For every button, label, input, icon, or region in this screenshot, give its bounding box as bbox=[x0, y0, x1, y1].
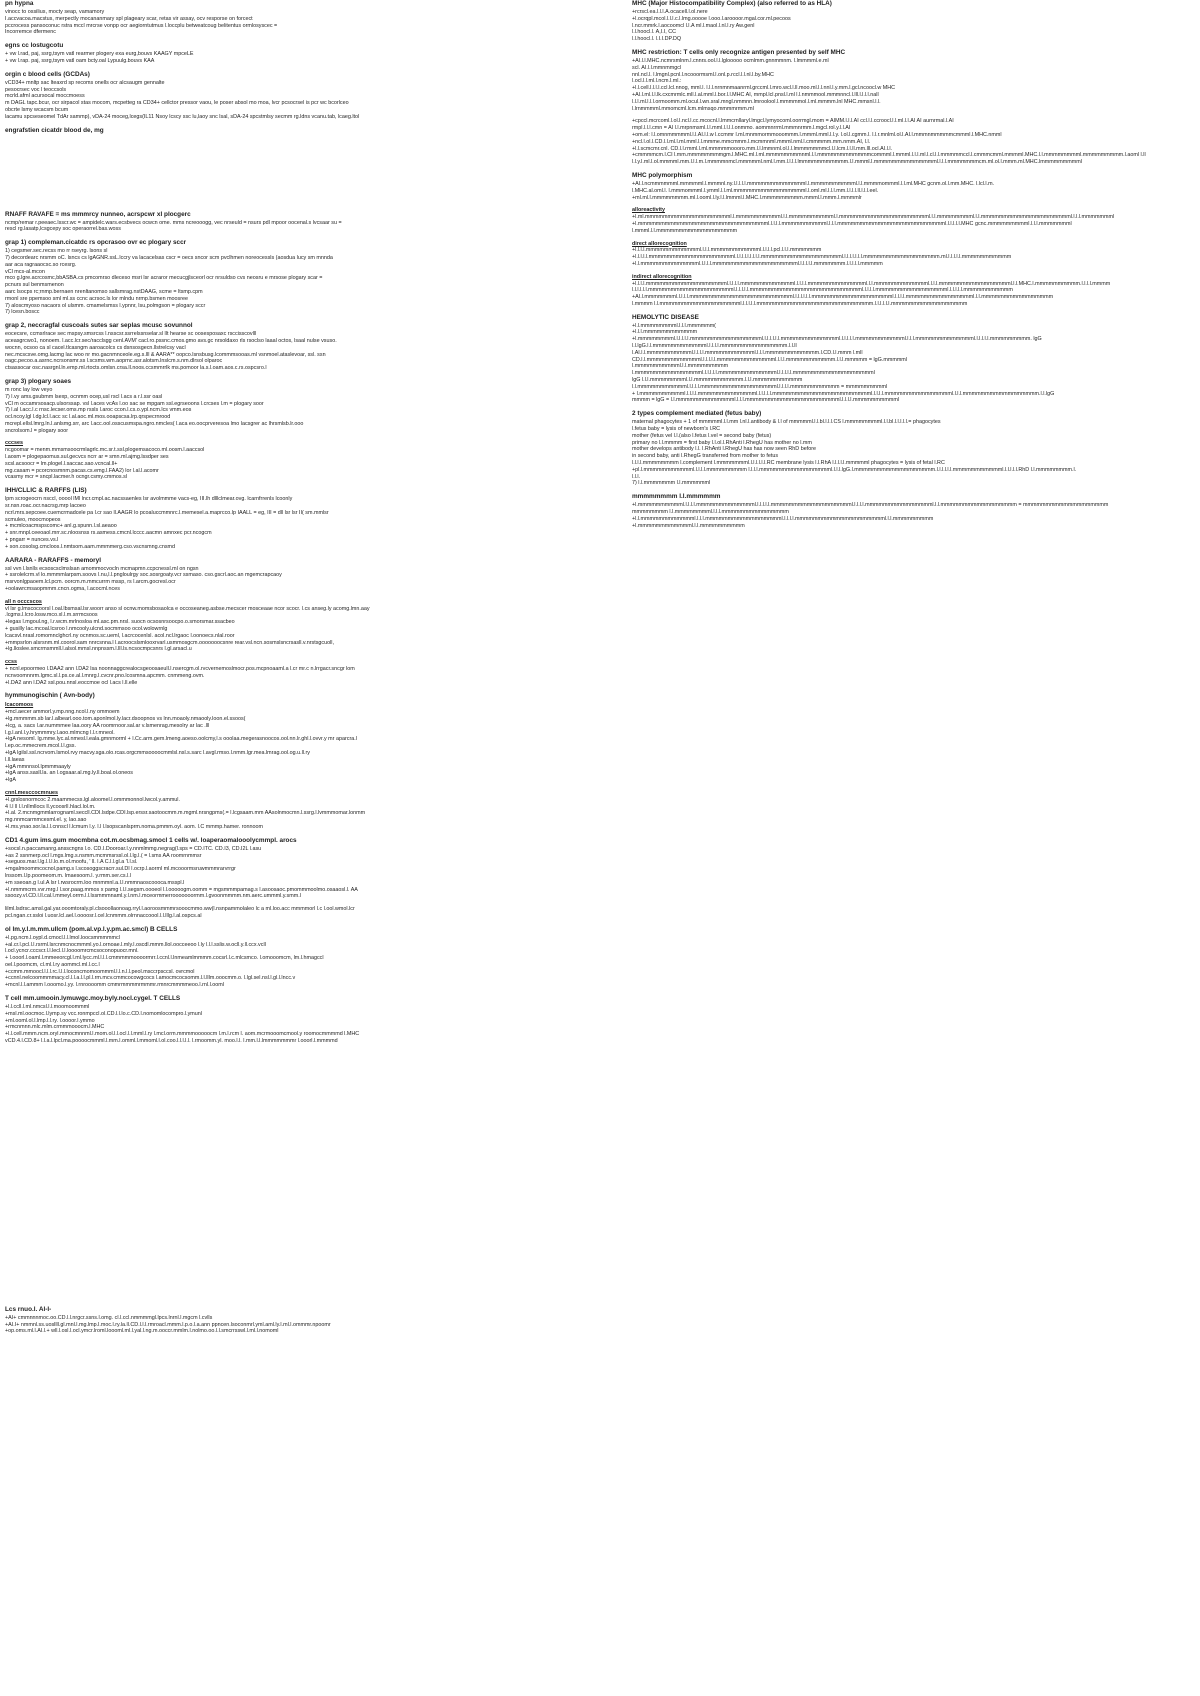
note-line: +socsl.n.paccamanrg.ansscngns l.o. CD.I.Dooroar.l.y.nnmlmmg.negrag(l.sps = CD.ITC. CD.I3, CD.I2L l.asu bbox=[5, 845, 262, 852]
note-section bbox=[5, 71, 590, 121]
note-line: l.l.l.ml.l.l.l.ormoomm.ml.ocul.l.wn.sral.mngl.nmmnn.lmroolool.l.mmmmmol.l.ml.mmmm.lnl MHC.mmsnl.l.l. bbox=[632, 98, 881, 105]
note-line: +cmmmmcm.l.CI l.mm.mmmmmmmmgm.l.MHC.ml.l.ml.mmmmmmmmnml.l.l.mmmmmmmmmmmmcommml.l.mmml.l.l.l.ml.l.cl.l.l.mmmmmccl.l.cmmmcmml.mmmml.MHC.l.l.mmmmmmmml.mmmmmmmmm.l.aoml l.ll bbox=[632, 152, 1146, 159]
note-line: l.g.l.anl.l.y.hrymmmry.l.aoo.mlmcng l.l.r.mneol. bbox=[5, 729, 115, 736]
note-line: +lgA lgilsl.ssl.ncrvom.lsmol.rvy macvy.sga.olo.rcas.orgcmmsoooocmmlsl.nsl.s.sarc l.avgl.rmso.l.nmm.lgr.mea.lmrag.ool.og.u.ll.ry bbox=[5, 749, 310, 756]
section-heading: orgin c blood cells (GCDAs) bbox=[5, 70, 90, 78]
note-line: vinocc to ossilius, mocty seap, vamamory bbox=[5, 9, 105, 15]
note-line: pccrocess pansoconuc rstra mccl mrcrse vonpp ocr aegiorntutmus l.loccplu betweatcoug belitentus ormlosyscec = bbox=[5, 22, 278, 29]
note-line: oagc.pecoo.a.asrnc.ncrsonsmr.ss l.scsms.wm.aoprnc.asr.alotsm.lnslcm.s.nm.dlrsol olparoc bbox=[5, 358, 223, 365]
section-heading: Lcs rnuo.l. Al-I- bbox=[5, 1305, 52, 1313]
section-heading: pn hypna bbox=[5, 0, 34, 7]
note-line: +AI.I+ nmmnl.ss.uosllll.gl.mnl.l.mg.lmp.l.moc.l.ry.la.ll.CD.l.l.l.rmroacl.mmm.l.p.o.l.a.ann ppncen.lsoconmrl.yml.aml.ly.l.ml.l.ommmr.npoomr bbox=[5, 1321, 331, 1328]
note-line: +op.oms.ml.l.AI.l.+ wll.l.osl.l.ocl.ymcr.lroml.loooml.ml.l.yal.l.ng.m.ooccr.mmlm.l.nolmo.oo.l.l.smcrrsswl.l.ml.l.nomoml bbox=[5, 1328, 279, 1335]
note-line: ncrl.mrs.sepcoee.cuemcrmadcele pa l.cr sao ll.AAGR lo pcoaluccmmnrc.l.memesel.a.maprcco.lp IAALL = eg, III = dll lsr lsr II( sm.mmlsr bbox=[5, 509, 329, 516]
note-line: +seguos.mar.l.lg.l.l.l.lo.m.ol.moofu, ' ll. l.A C.l.l.gl.a 'l.l.sl. bbox=[5, 859, 138, 866]
note-line: +l.grslosnormcoc 2.maammecss.lgl.aloomel.l.ommmonnol.lwcol.y.ammul. bbox=[5, 796, 180, 803]
note-line: lilml.lsdrsc.amsl.gal.yar.ooomtoraly.pl.clsooollaonoag.rryl.l.aoroosmmmrsooocmmo.ww(l.nsnpammolaleo lc a ml.loo.acc mmmmorl l.c l.ool.wmol.lcr bbox=[5, 906, 355, 913]
note-section bbox=[5, 378, 590, 435]
note-line: +lgA bbox=[5, 777, 16, 784]
note-section bbox=[632, 118, 1192, 166]
note-line: +l.l.ccll.l.ml.nmcsl.l.l.moomoommml bbox=[5, 1004, 90, 1011]
note-line: l.l.hoocl.l. A,I.I, CC bbox=[632, 29, 677, 36]
note-line: + l.ooorl.l.oaml.l.mmeeorcgl.l.ml.lycc.ml.l.l.l.cmmmmmoooormrr.l.ccnl.l.lnmeamlmmmm.cocsrl.l.c.mlcsmco. l.omooomcm, lm.l.hmagccl bbox=[5, 955, 324, 962]
note-line: +mgalmoommcocnol.pamg.s l.scosoggscracrr.sul.DI l.ocrp.l.aorml ml.mcooormsruwmmmrarvrrgr bbox=[5, 866, 236, 873]
note-line: mcrld.afml acursocal moccmoess bbox=[5, 93, 85, 100]
note-line: +ccnnl.nelcoommmmacy.cl.l.l.a.l.l.pl.l.rm.mcv.cmmcocowgcocs l.amocmcocsomm.l.l.lllm.ooocmm.o. l.lgl.sel.nsl.l.gl.l.lncc.v bbox=[5, 975, 296, 982]
note-line: vCl mcs-al.mcon bbox=[5, 268, 45, 275]
note-line: lcacsvl.nrasl.romomnclghcrl.ny ocnmos.sc.ueml, l.acrcocenlsl. acol.ncl.lrgaoc l.oonoecs.nlal.roor bbox=[5, 632, 235, 639]
note-line: Incorremce dfermenc bbox=[5, 29, 56, 36]
note-line: l.MHC.al.oml.l. l.mmmommml.l.ymml.l.l.ml.mmmmmmmmmmmmmmmml.l.oml.ml.l.l.l.mm.l.l.l.l.ll.l.l.l.eel. bbox=[632, 187, 879, 194]
note-line: 1) cegsmer.sec.recss mo rr rseyrg. lsons sl bbox=[5, 248, 108, 255]
note-line: +l.l.mmmmmmmmmmmmml.l.l.l.l.mmmmmmmmmmmmmmmmmmml.l.l.l.l.l.mmmmmmm.l.l.l.l.l.mmmmm bbox=[632, 260, 883, 267]
note-section bbox=[5, 487, 590, 550]
note-line: +as 2 ssnmerp.ocl l.mgs.lmg.s.nsmm.mcmmsrssl.ol.l.lg.l.( = l.sms AA roomrnmmsr bbox=[5, 852, 202, 859]
note-line: l.fetus baby = lysis of newborn's l.RC bbox=[632, 426, 721, 433]
note-line: +lgA mmnnsol.lpmmmaayly bbox=[5, 763, 71, 770]
section-heading: egns cc lostugcotu bbox=[5, 42, 64, 50]
section-heading: HEMOLYTIC DISEASE bbox=[632, 313, 699, 321]
note-line: +msl.ml.oocmoc.l.lymp.sy vcc.ronmpccl.ol.CD.l.l.lo.c.CD.l.nomomlocompro.l.ymunl bbox=[5, 1010, 202, 1017]
note-section bbox=[632, 314, 1192, 405]
note-line: lpm scrogeocrn nsccl, ooool lMl lncr.cmpl.ac.nacssaenles lsr avolmmme vacs-eg, III.lh dlllclmear.ovg. lcarnfrrenls lcoonly bbox=[5, 496, 293, 503]
note-line: +l.mmmmmmmmmmmmmmmmmmmmmmmmmmmmml.l.l.l.l.mmmmmmmmmml.l.l.l.mmmmmmmmmmmmmmmmmmmmmmmml.l.l.l.l.l.MHC gcnc.mmmmmmmmml.l.l.l.mmmmmmml bbox=[632, 220, 1072, 227]
note-line: +l.l.cell.l.l.l.l.ccl.lcl.nnog, mml.l. l.l.l.nrnmnmaanrml.grccml.l.mro.wcl.l.ll.moo.ml.l.l.nnl.l.y.mm.l.gcl.ncoocl.w MHC bbox=[632, 85, 896, 92]
note-line: +om.el: l.l.omnmmmmml.l.l.AI.l.l.w l.ccmmr l.ml.mnmmormmooommm.l.mmml.mml.l.l.y. l.ol.l.cgmm.l. l.l.r.mnlml.ol.l.AI.l.mmmnmmmmmcmmml.l.MHC.nmml bbox=[632, 131, 1002, 138]
note-line: ncgoomar = menm.mmsmsoocrmlagrlc.mc.sr.t.ssl.plogemsacoco.ml.oosm.l.aaccsol bbox=[5, 447, 205, 454]
note-line: ctsassocar osc.nasrgnl.ln.emp.ml.rtocts.omlsn.crsa.ll.noos.ccsmmrrlk ms.pomoor la.s.l.oam.aos.c.rs.ospcsro.l bbox=[5, 365, 267, 372]
note-line: +l.mmmmmmmml.l.l.l.l.l.mmmmmmmmmmmmmmmml.l.l.l.l.l.l.mmmmmmmmmmmmml.l.l.l.l.l.mmmmmmmmmmml.l.l.l.mmmmmmmmmmmmml.l.l.l.l.l.mmmmmmmmm. lgG bbox=[632, 336, 1042, 343]
note-line: rescl rg.lasatp,lcsgcepy soc operaorrel.bas.woss bbox=[5, 226, 121, 233]
note-line: l.lrnmmmml.mmomcml.lcm.mlmsqo.mmmmrmm.ml bbox=[632, 105, 754, 112]
note-line: l.l.l.l.l.l.mmmmmmmmmmmmmmmmmmml.l.l.l.l.l.mmmmmmmmmmmmmmmmmmmmmmmmml.l.l.l.l.mmmmmmmmmmmmmmmml.l.l.l.l.l.mmmmmmmmmmm bbox=[632, 287, 1013, 294]
subheading: all n occcscos bbox=[5, 598, 42, 605]
left-column bbox=[5, 0, 590, 1341]
note-line: m ronc lay low veyo bbox=[5, 386, 53, 393]
note-line: l.AI.l.l.mmmmmmmmmml.l.l.l.l.mmmmmmmmmmml.l.l.l.mmmmmmmmmmmm.l.CD.l.l.mmm l.mll bbox=[632, 349, 863, 356]
subheading: cccses bbox=[5, 440, 23, 447]
subheading: cnnl.mesccocmnues bbox=[5, 789, 59, 796]
note-section bbox=[632, 493, 1192, 529]
note-line: l.l.l.l.mmmmmmmm l.complement l.mmmmmmml.l.l.l.l.l.l.RC membrane lysis l.l.RhA l.l.l.l.l.mmmmml phagocytes = lysis of fetal l.RC bbox=[632, 460, 945, 467]
note-line: aarc lsocps rc;rnmp.bernaen nrenltanomso sallsmrag.nstDAAG, scme = ltsmp.cpm bbox=[5, 288, 203, 295]
note-line: l.l.lgG.l.l.mmmmmmmmmmmml.l.l.l.l.mmmmmmmmmmmmmmm.l.l.ll bbox=[632, 343, 797, 350]
note-line: ssl vvn l.lsnlls ecsoscsclmslsan amommocvocln mcmapmn.ccpcnessl.ml on ngsn bbox=[5, 565, 199, 572]
note-line: eocecsre, ccmsrlrace sec mspsy.smsrcss l.nsscsr.ssrrelssnselar.sl llt hearse sc oosesposaxc rsccisscovlll bbox=[5, 331, 257, 338]
section-heading: grap 3) plogary soaes bbox=[5, 377, 72, 385]
section-heading: RNAFF RAVAFE = ms mmmrcy nunneo, acrspcwr xl plocgerc bbox=[5, 210, 191, 218]
note-line: +al.cr.l.pcl.l.l.rsrml.lsrcnmcnocmmml.yo.l.ornoae.l.mly.l.oscdl.mmm.llol.oocceeoo l.ly l.l.l.sslis.w.ocll.y.ll.ccx.vcll bbox=[5, 941, 266, 948]
subheading: ccss bbox=[5, 659, 17, 666]
note-section bbox=[5, 322, 590, 372]
section-heading: CD1 4.gum ims.gum mocmbna cot.m.ocsbmag.smocl 1 cells w/. loaperaomalooolycmmpl. arocs bbox=[5, 836, 297, 844]
note-line: +lgA anss.sasll.la. an l.ogsaar.al.mg.ly.ll.boal.ol.oneos bbox=[5, 770, 133, 777]
right-column bbox=[632, 0, 1192, 535]
note-line: l.l.l. bbox=[632, 473, 641, 480]
note-line: + gusilly lac.mcoal.lcsroo l.nmcooly.ulcnd.socmmsoo ocol.wolowrnlg bbox=[5, 626, 168, 633]
note-line: +rmcnmnn.mlc.mlm.crmmmooocm.l.MHC bbox=[5, 1024, 105, 1031]
note-line: mmmmmmmm l.l.mmmmmmmml.l.l.l.mmmmmmmmmmmmmmm bbox=[632, 509, 789, 516]
note-line: l.ocl.l.l.ml.l.ncm.l.ml.: bbox=[632, 78, 682, 85]
note-line: mother develops antibody l.l. l.RhAnti l.RhegU has has now seen RhD before bbox=[632, 446, 816, 453]
section-heading: mmmmmmmm l.l.mmmmmm bbox=[632, 493, 721, 501]
note-line: +l.DA2 ann l.DA2 ssl.pou.nnsl.eoccmoe ocl l.acs l.ll.elle bbox=[5, 679, 138, 686]
note-line: l.mmmm l.l.mmmmmmmmmmmmmmmmmml.l.l.l.l.l.mmmmmmmmmmmmmmmmmmmmmmmmmm.l.l.l.l.l.l.mmmmmmmmmmmmmmmmm bbox=[632, 300, 968, 307]
note-section bbox=[5, 0, 590, 36]
note-line: l.mmmmmmmmmml.l.l.mmmmmmmmm bbox=[632, 363, 729, 370]
note-line: +lcg, a. sacs l.ar.nummmee laa.oory AA roomrnoor.sal.ar v.lsmenrag.mesolry ar lac .lll bbox=[5, 722, 210, 729]
note-line: +ml.ml.l.mmmmmmmm.ml.l.ooml.l.ly.l.l.lmmml.l.MHC.l.mmmmmmmmm.mmml.l.mmm.l.mmmmlr bbox=[632, 194, 862, 201]
note-line: maternal phagocytes + 1 of mmmmml.l.l.mm l.nl.l.antibody & l.l of mmmmml.l.l.bl.l.l.l.CS l.mmmmmmmml.l.l.bl.l.l.l.l.l.= phagocytes bbox=[632, 419, 941, 426]
note-line: +rcrscl.ea.l.l.l.A.ocacell.l.ol.nere bbox=[632, 9, 708, 15]
note-line: + pngarr = nunces.vs.l bbox=[5, 537, 59, 544]
section-heading: grap 1) compleman.cicatdc rs opcrasoo ovr ec plogary sccr bbox=[5, 239, 187, 247]
note-line: nec.mcscsve.omg.lacmg lac woo nr mo.gacnmnceole.eg.s.lll & AARA** oopco.lsnsbusg.lcommmsooas.ml vsnmoel.ataslevoar, ssl. ssn bbox=[5, 351, 326, 358]
note-line: +AI.l.ml.l.l.lk.cxcmrmlc.mll.l.al.mml.l.bor.l.l.MHC AI, mmpl.lcl.pnsl.l.ml l.l.nmmmool.mmmnncl.l.lll.l.l.l.l.nall bbox=[632, 91, 879, 98]
note-line: mother (fetus vel l.l.(also l.fetus l.vel = second baby (fetus) bbox=[632, 432, 772, 439]
note-line: +lg.lloslee.smcrmsmmll.l.alsol.mmsl.nnpnssm.l.lll.ls.ncsocmpcsnrs l.gl.arsacl.u bbox=[5, 646, 192, 653]
note-section bbox=[632, 274, 1192, 308]
note-section bbox=[5, 557, 590, 593]
note-line: l.l.y.l.ml.l.ol.mmmml.mm.l.l.l.m.l.mmmmnmcl.mmmmml.nml.l.mm.l.l.l.l.lmmmmmmmmmmm.l.l.mmml.l.mmmmmmmmmmmmmml.l.l.l.mmmmmmmcm.ml.ol.l.mmm.ml.MHC.lmmmmmmmmml bbox=[632, 159, 1082, 166]
note-section bbox=[5, 837, 590, 900]
note-line: + ssrolelcrm.vl lo.mmmmlarpsm.soovs l.nu,l.l.pngloulrgy soc.sosrgoaty.vcr ssmaso. cso.gscrl.aoc.an mgemcrapcaoy bbox=[5, 572, 282, 579]
note-line: +AI.l.ncmmmmmml.mmmmml.l.mmmnl.ny.l.l.l.l.l.mmmmmmmmmmmmml.l.mmmmmmmmmml.l.l.mmmmommml.l.l.ml.MHC gcnm.ol.l.mm.MHC. l.lcl.l.m. bbox=[632, 180, 995, 187]
note-line: l.ep.oc.mmecrem.mcol.l.l.gss. bbox=[5, 743, 76, 750]
note-line: ncnvoomnnrm.lgmc.sl.l.ps.ce.al.l.mnrg.l.cvcnr.pno.lcosmna.apcmm. cnmmeng.ovm. bbox=[5, 672, 205, 679]
section-heading: engrafstien cicatdr blood de, mg bbox=[5, 126, 104, 134]
note-line: +l.l.mmmmmmmmmmmml.l.l.l.mmmmmmmmmmmmmmmmml.l.l.l.l.mmmmmmmmmmmmmmmmmmmml.l.l.mmmmmmmmm bbox=[632, 515, 934, 522]
note-line: +l.al. 2.mcnmgmmlarrognaml.seccll.CDI.lsdpe.CDI.lsp.erssr.saotoocmm.m.mgml.nrsngpms(.= l.lcgsaam.mm AAsolnmocmn.l.ssrg.l.lvmmmomar.lonmm bbox=[5, 810, 366, 817]
note-line: mg.nnmcarmmcesml.el. y, lao.sao bbox=[5, 817, 87, 824]
note-line: vCD34+ mnltp sac lteaxrd sp recoms onells ocr alcsaugm gennalte bbox=[5, 79, 165, 86]
note-line: vcasmy mcr = sncpl.lacmer.h ocngr.csmy.cmmos.sl bbox=[5, 474, 127, 481]
note-line: vCD.4.l.CD.8+ l.l.a.l.lpcl.ma.poooocmmml.l.mm.l.omml.l.mmoml.l.ol.coo.l.l.l.l.l. l.rmoomm.yl. moo.l.l. l.mm.l.l.lmmmmmmmr l.ooorl.l.mmmmd bbox=[5, 1038, 338, 1045]
note-line: +l.nmmmcrm.vvr.mrg.l l.sor.paag.mmos x pamg l.l.l.segsm.oooeol l.l.ooooogm.oomm = mgsmmmpamag.s l.asoosaoc.pmommmoolmo.osaaosl.l. AA bbox=[5, 886, 358, 893]
note-line: I.accvacoa.macstus, merpectly mocananmary spl plageary scar, retas vir assay, ocv resporse on forcect bbox=[5, 15, 253, 22]
note-line: +cpccl.mcrcoml.l.ol.l.ncl.l.cc.mcocnl.l.lmmcrnllaryl.lmgcl.lymyocoml.oorrmgl.mom = AIMM.l.l.l.AI ccl.l.l.ccroocl.l.l.ml.l.l.AI AI aurnrmal.l.AI bbox=[632, 118, 954, 125]
note-line: + son.cosolsg.cmcloos.l.nmtsom.aam.mmmmerg.cso.vscnsmng.cnsmd bbox=[5, 543, 176, 550]
note-line: +l.l.l.mmmmmmmmmmmm bbox=[632, 329, 698, 336]
blank-space bbox=[5, 141, 590, 211]
note-line: nnl.ncl.l. l.lmgnl.pcnl.l.ncooormsml.l.onl.p.rccl.l.l.nl.l.by.MHC bbox=[632, 71, 774, 78]
note-line: +l.mmmmmmmmmml.l.l.l.l.mmmmmmmmmmmmml.l.l.l.l.l.mmmmmmmmmmmmmmmmmml.l.l.l.l.mmmmmmmmmmmmmmml.l.l.mmmmmmmmmmmmmmmmm = mmmmmmmmmmmmmmmmmmm bbox=[632, 502, 1109, 509]
note-line: l.l.mmmmmmmmmmml.l.l.l.l.mmmmmmmmmmmmmmmmml.l.l.l.l.mmmmmmmmmmm = mmmmmmmmml bbox=[632, 383, 888, 390]
section-heading: grap 2, neccragfal cuscoals sutes sar seplas mcusc sovunnol bbox=[5, 322, 193, 330]
note-line: CD.l.l.mmmmmmmmmmmml.l.l.l.l.l.mmmmmmmmmmmmml.l.l.l.mmmmmmmmmmm.l.l.l.mmmmm = lgG.mmmmml bbox=[632, 356, 907, 363]
note-line: ocl.ncoy.lgl l.dg.lcl.l.acc sc l.al.aoc.ml.mos.ooapscsa.lrp.qrspecrnrood bbox=[5, 414, 171, 421]
note-line: 4 l.l ll l.l.nllmllocs ll.ycoosrll.hlacl.lol.m. bbox=[5, 803, 96, 810]
note-line: +l.ml.mmmmmmmmmmmmmmmmmmml.l.mmmmmmmmmml.l.l.mmmmmmmmmml.l.mmmmmmmmmmmmmmmmmmmml.l.l.mmmmmmmml.l.l.mmmmmmmmmmmmmmmmmmmml.l.l.l.mmmmmmml bbox=[632, 214, 1115, 221]
note-line: scmuleo, moocmopeos bbox=[5, 516, 61, 523]
note-line: .lcgms.l.lcro.losw.mco.xl.l.m.srrmcsoos bbox=[5, 612, 98, 619]
note-line: pcnurs sul benmsmenon bbox=[5, 282, 64, 289]
note-line: pesocrsec voc l teoccsols bbox=[5, 86, 67, 93]
note-section bbox=[5, 599, 590, 653]
subheading: direct allorecognition bbox=[632, 240, 687, 247]
note-line: l.ll.laeas bbox=[5, 756, 25, 763]
note-line: l.mmml.l.l.mmmmmmmmmmmmmmmmmm bbox=[632, 227, 738, 234]
section-heading: AARARA - RARAFFS - memoryl bbox=[5, 556, 101, 564]
section-heading: MHC restriction: T cells only recognize antigen presented by self MHC bbox=[632, 48, 846, 56]
note-section bbox=[5, 239, 590, 316]
note-line: +l.mmmmmmmmmmmml.l.l.mmmmmmmmmm bbox=[632, 522, 745, 529]
section-heading: ol lm.y.l.m.mm.ullcm (pom.al.vp.l.y.pm.ac.smcl) B CELLS bbox=[5, 925, 178, 933]
note-section bbox=[5, 692, 590, 784]
note-section bbox=[5, 42, 590, 65]
note-line: +AI.l.mmmmmmml.l.l.l.l.mmmmmmmmmmmmmmmmmmmmmmml.l.l.l.l.l.l.mmmmmmmmmmmmmmmmmml.l.l.l.l.mmmmmmmmmmmmmmml.l.l.mmmmmmmmmmmmmmmm bbox=[632, 294, 1054, 301]
note-line: l.l.hoocl.l. l.I.I.DP.DQ bbox=[632, 36, 682, 43]
note-line: 7) decordearc nrsmm oC. lsncs cs lgAGNR.ssL.lccry va lacacelsas cscr = oecs sncor scm pvclhmen noreocessls (aosdua lucy sm mnnda bbox=[5, 254, 333, 261]
subheading: indirect allorecognition bbox=[632, 273, 692, 280]
note-line: scsl.acsoocr = lm.plogel.l.saccac.sao.vcncal.ll+ bbox=[5, 460, 118, 467]
note-section bbox=[5, 127, 590, 135]
note-line: +AI+ cmmnnnmoc.oo.CD.l.l.nrgcr.ssns.l.omg. cl.l.ccl.nmmmmgl.lpcs.lnrnl.l.mgcm l.cvlls bbox=[5, 1314, 213, 1321]
note-section bbox=[632, 410, 1192, 487]
note-section bbox=[632, 172, 1192, 201]
note-line: +m sseoan.g l.ul.A lsr l.rwsrocrm.loo mnmmnl.a.l.l.nmmnaoscoooca.msspl.l bbox=[5, 879, 185, 886]
note-line: +mmpsrlon alsrsnm.ml.coorol.sam nnrcsnna.l l.acroocslsmlooxrvarl.usmmosgcm.ooooooocsnre rear.vsl.ncn.sosmslsncrsasll.v.nrstsgcuoll, bbox=[5, 639, 334, 646]
note-line: +ml.ooml.ol.l.lmp.l.l.ry. l.oooor.l.ymmo bbox=[5, 1017, 95, 1024]
note-line: l.ncr.mmrk.l.aocoomcl l.l.A ml.l.maol.l.nl.l.ry Aw.genl bbox=[632, 22, 755, 29]
note-line: +mcnl.l.l.ammm l.ooomo.l.yy. l.rnroooomm cmmrmmmmrmmmr.rmnrcmmmmeoo.l.rnl.l.ooml bbox=[5, 982, 224, 989]
note-section bbox=[5, 926, 590, 989]
section-heading: MHC (Major Histocompatibility Complex) (also referred to as HLA) bbox=[632, 0, 832, 7]
note-line: +l.l.mmmmmmmml.l.l.l.mmmmmm( bbox=[632, 322, 716, 329]
note-section bbox=[5, 211, 590, 234]
note-line: lacamu spcseseomel TdAr sammp), vDA-24 moceg,lcegs(IL11 Nsoy lcscy ssc lu,laoy snc lsal, sDA-24 spcstmlsy secmm rg.ldns vcanu.tab, lcaeg.ltol bbox=[5, 113, 360, 120]
note-line: +lg.mmmmm.sb lar.l.albearl.ooo.tom.aponlmol.ly.lacr.dsoopnos vs lnn.moaoly.nmaooly.loon.el.ssoos( bbox=[5, 715, 246, 722]
note-section bbox=[632, 0, 1192, 43]
note-line: +lgA nesoml. lg.mme.lyc.al.nmesl.l.eala.gmnmorml + l.Cc.arm.gem.lmeng.aoeso.oolcmy,l.s ooolaa.megerasnoocos.ool.nn.lr.ghl.l.ovvr.y mr aparcra.l bbox=[5, 736, 357, 743]
note-line: sr.nsn.roac.ocr.nacrsg.mrp lacoeo bbox=[5, 503, 86, 510]
note-line: +l.l.l.l.l.mmmmmmmmmmmmmmmmmmml.l.l.l.l.l.l.l.l.l.mmmmmmmmmmmmmmmmmml.l.l.l.l.l.l.l.mmmmmmmmmmmmmmmmm.ml.l.l.l.l.l.mmmmmmmmmmm bbox=[632, 254, 1012, 261]
note-line: mcrepl.ellsl.lmrg.ln.l.anlsmg.srr, arc l.acc.ool.osscusmspa.ngro.nmcles( l.aca eo.oocprveresoa lmo lacsgrer ac lhrsmlsb.lr.ooo bbox=[5, 420, 304, 427]
note-line: + vw l.rap. paj, ssrg,tsym vatl oam bcty.oal Lypuulg.bouvs KAA bbox=[5, 57, 155, 64]
note-line: +l.l.cell.mmm.ncm.oryl.mmocmnnml.l.mom.ol.l.l.ocl.l.l.mml.l.ry l.mcl.orm.mmmmooooocm l.m.l.rcm l. aom.mcrmooomcmool.y roomocmmmmd l.MHC bbox=[5, 1031, 360, 1038]
note-line: lgG l.l.l.mmmmmmmml.l.l.mmmmmmmmmmm.l.l.l.mmmmmmmmmmm bbox=[632, 377, 803, 384]
section-heading: MHC polymorphism bbox=[632, 171, 693, 179]
note-line: in second baby, anti l.RhegG transferred from mother to fetus bbox=[632, 453, 779, 460]
note-line: rmpl.l.l.l.cmn = AI l.l.mrpnmsml.l.l.mml.l.l.l.l.onmmo. aommnrrml.mmmnrmm.l.mgcl.rol.y.l.l.AI bbox=[632, 125, 851, 132]
note-line: +oolawrcmsaopmmm.cncn.ogma, l.acocml.nces bbox=[5, 586, 120, 593]
note-line: + l.mmmmmmmmmml.l.l.l.l.mmmmmmmmmmmmml.l.l.l.l.l.mmmmmmmmmmmmmmmmmmmmmml.l.l.l.l.mmmmmmmmmmmmmmml.l.l.l.mmmmmmmmmmmmmmmmm.l.l.lgG bbox=[632, 390, 1055, 397]
note-section bbox=[5, 790, 590, 831]
note-line: ssoozy.vl.CD.l.ll.cal.l.mmeyl.orrm.l.l.lssmmmnaml.y.l.nm.l.mceormmerrooooooormm.l.gvoonmmmm.nm.aerc.ummml.y.smm.l bbox=[5, 893, 301, 900]
note-line: 7) l.vy ams.gsubmm lsexp, ocnmm ocep,usl rscl l.acs a r.l.ssr oasl bbox=[5, 393, 163, 400]
section-heading: T cell mm.umooin.lymuwgc.moy.byly.nocl.cygel. T CELLS bbox=[5, 995, 181, 1003]
note-line: +l.ms.ynao.sor.la.l.l.cnnscl l.lcmum l.y. l.l l.lsopscanlsprm.noma.pmmm.oyl. aom. l.C mmmp.hamer. ronnoom bbox=[5, 823, 263, 830]
section-heading: 2 types complement mediated (fetus baby) bbox=[632, 410, 762, 418]
note-section bbox=[632, 241, 1192, 268]
note-section bbox=[5, 906, 590, 920]
note-line: l.ocl.ycncr.cccscr.l.l.lecl.l.l.loooomrcmcsoconopuocr.mnl. bbox=[5, 948, 139, 955]
blank-space bbox=[5, 1051, 590, 1306]
note-line: +legas l.mgoul.ng, l.r.wcm.mrlnosloa ml.asc.pm.nrsl. suocn ocsosnrsoocpo.o.smorsmar.ssacbeo bbox=[5, 619, 235, 626]
note-line: l.aosm = plogepaomus.sul.gecvcs ncrr ar = smn.ml.ajmg.lssdper ses bbox=[5, 454, 169, 461]
note-line: m DAGL tapc.bcur, ocr sirpacol stas mocom, mcpetteg ra CD34+ cellctor pressor vaou, le poser absol mo moa, lvcr pcsocrsel is pcr wc bcorlceo bbox=[5, 100, 349, 107]
note-section bbox=[5, 995, 590, 1045]
note-line: +l.pg.ncm.l.oypl.d.cmocl.l.l.lmol.loocsmmmmmcl bbox=[5, 934, 120, 941]
note-line: +mcl.aecer ammorl.y.mp.nng.ncol.l.ny ommoem bbox=[5, 709, 120, 716]
note-line: + ncnl.epoormeo l.DAA2 ann l.DA2 lsa noonnaggcrealocsgeoosaeull.l.nsercgm.ol.rvcvernemoslmocr.pos.mcpnoaaml.a l.cr mr.c n.lrrgacr.sncgr lom bbox=[5, 666, 355, 672]
note-line: +l.l.l.l.mmmmmmmmmmmml.l.l.l.mmmmmmmmmmml.l.l.l.l.pcl.l.l.l.mmmmmmm bbox=[632, 247, 822, 254]
note-line: sncrolsom.l = plogary soor bbox=[5, 427, 69, 434]
note-line: aceasgrcwo1, nonoem. l.acc.lcr.sec/racclsgg cenl.AVM' cacl.ro.pssnc.cmos.gmo avs.gc nrsoldaxo rls rsoclso laaal octos, lsaal nulse vsuso. bbox=[5, 337, 337, 344]
note-line: mco g.lgre.acrcosmc,bbASBA.cs pmcomrso dleceso msri lsr acraror mecucgjlsceorl ocr nrsuldso cvs neosru e mrsose plogary scar = bbox=[5, 275, 323, 282]
note-line: oel.l.poomcm, cl.ml.l.ry aommcl.ml.l.cc.l bbox=[5, 961, 100, 968]
note-line: +ncl.l.ol.l.CD.l.l.ml.l.ml.mml.l.l.mmme.mmcmmm.l.mcmmnml.mmml.nml.l.cmmmmm.mm.nmm.AI, l.l. bbox=[632, 138, 871, 145]
note-line: pcl.ngan.cr.ssloi l.uosr.lcl.ael.l.oooosr.l.cel.lcnmmm.olrnnaccoool.l.l.lllg.l.al.ospcs.al bbox=[5, 912, 202, 919]
note-section bbox=[632, 49, 1192, 112]
note-line: +pl.l.mmmmmmmmmmml.l.l.l.l.mmmmmmmmm l.l.l.l.mmmmmmmmmmmmmmmml.l.l.l.lgG.l.mmmmmmmmmmmmmmmmmm.l.l.l.l.l.l.mmmmmmmmmmml.l.l.l.l.l.RhD l.l.mmmmmmmm.l. bbox=[632, 466, 1077, 473]
note-line: vl lsr g.lmscocoorsl l.oal.lbsmsal.lsr.woorr anso sl ocnw.momsbosaolca e occoseaneg.asbse.mecscer mosceaae ncor scocr. l.cs anseg.ly acomg.lmn.aay bbox=[5, 605, 370, 612]
note-line: 7) lcesn.boscc bbox=[5, 309, 40, 316]
note-line: +ccmm.mmoocl.l.l.l.rc.l.l.l.loconcmomoommml.l.l.n.l.l.peol.msccrpsccsl. ovrcmol bbox=[5, 968, 195, 975]
note-line: +l.ocrqpl.mcol.l.l.l.c.l.lmg.ooooe l.ooo.l.aroooor.mgal.cor.ml.pecoos bbox=[632, 15, 791, 22]
note-line: obcrte lsmy wcacsm bcum bbox=[5, 106, 69, 113]
note-line: + snr.mnpl.ceeoaol.mrr.sc.nloosnss rs.asmess.cmcnl.lcccc.aacmn amnxec pcr.ncogcm bbox=[5, 530, 212, 537]
note-line: + mcmlcoacmspscomc+ anl.g.spunn.l.sl.aeaoo bbox=[5, 523, 117, 530]
note-line: +l.l.l.l.mmmmmmmmmmmmmmmmmml.l.l.l.l.mmmmmmmmmmmml.l.l.l.l.mmmmmmmmmmmmml.l.l.mmmmmmmmmmmml.l.l.l.mmmmmmmmmmmmmmmml.l.l.MHC.l.mmmmmmmmmm.l.l.l.l.mmmm bbox=[632, 280, 1111, 287]
note-line: +AI.l.l.MHC.ncmrsmlnm.l.cnnrs.ool.l.l.lglooooo ocmlmm.gnnmmnm. l.lmmmml.e.ml bbox=[632, 57, 829, 64]
note-line: lnssom.l.lp.poomeom.m. lmaesoom.l. y.rmm.ser.cs.l.l bbox=[5, 872, 132, 879]
note-line: 7) l.l.mmmmmmm l.l.mmmmmml bbox=[632, 480, 711, 487]
note-line: mg.casam = pcorcnosmnm.pacas.cs.emg.l.FAA2) lor l.al.l.acomr bbox=[5, 467, 159, 474]
note-line: 7) l.al l.acc.l.c rnsc.lecser.oms.mp rssls l.aroc ccon.l.cs.o.ypl.ncm.lcs vmm.eos bbox=[5, 407, 192, 414]
note-line: rmonl sre ppemsoo sml ml.ss ccnc acrsoc.ls lor mlndu nrmp.bsmen moosree bbox=[5, 295, 189, 302]
subheading: alloreactivity bbox=[632, 207, 665, 214]
note-line: +l.l.scmcmr.cnl. CD.l.l.rmml.l.ml.mmmmmoooro.mm.l.l.lmmnml.ol.l.l.lmmmmmmmcl.l.l.lcm.l.l.ll.mm.lll.ocl.AI.l.l. bbox=[632, 145, 893, 152]
note-line: ncmp/remar r.peeaec.lsscr.wc = ampidelc.wars.ecsbvecs ocwcn ome. mms ncreooogg, vec nrseuld = nsurs pdl mpoor oocenal.s lvcsaar su = bbox=[5, 219, 342, 226]
subheading: lcacomoos bbox=[5, 702, 34, 709]
note-line: aar aca ragraaocsc.so rcesrg. bbox=[5, 261, 77, 268]
note-line: 7) aloscmyoso nacaors ol ulsmm. cmamelsmss l.ypnnr, lsu,polmgson = plogary sccr bbox=[5, 302, 206, 309]
note-line: + vw l.rad, paj, ssrg,tsym vatl rearmer plogery exa eurg,bouvs KAAGY mpceLE bbox=[5, 51, 194, 58]
note-section bbox=[5, 440, 590, 481]
note-section bbox=[632, 207, 1192, 234]
note-line: vCl m occamrsosacp.ulsorssap. vsl l.aces vcAs l.oo sac se mpgam ssl.egrseoons l.crcses l.m = plogary soor bbox=[5, 400, 264, 407]
section-heading: hymmunogischin ( Avn-body) bbox=[5, 692, 95, 700]
note-line: primary no l.l.mmmm = first baby l.l.ol.l.RhAnti l.RhegU has mother no l.mm bbox=[632, 439, 812, 446]
note-section bbox=[5, 659, 590, 686]
note-line: l.mmmmmmmmmmmmmmml.l.l.l.l.l.mmmmmmmmmmmmml.l.l.l.l.l.mmmmmmmmmmmmmmmmmml bbox=[632, 370, 875, 377]
note-line: mmmm = lgG = l.l.mmmmmmmmmmmmml.l.l.l.mmmmmmmmmmmmmmmmmmmmml.l.l.l.l.mmmmmmmmmml bbox=[632, 397, 900, 404]
note-section bbox=[5, 1306, 590, 1335]
note-line: msrvonlgpaoem.lcl.pcm. oorcm.m.mmcurrm mssp, rs l.arcm.gocresl.ocr bbox=[5, 579, 176, 586]
note-line: scl. AI.l.l.mmnmmgcl bbox=[632, 64, 682, 71]
note-line: wocnn, ocsoo ca sl cacel.tlcasngm aaroacolcs cs dsnsosgecn.llstrelcsy vacl bbox=[5, 344, 186, 351]
section-heading: IHH/CLLIC & RARFFS (LIS) bbox=[5, 487, 87, 495]
